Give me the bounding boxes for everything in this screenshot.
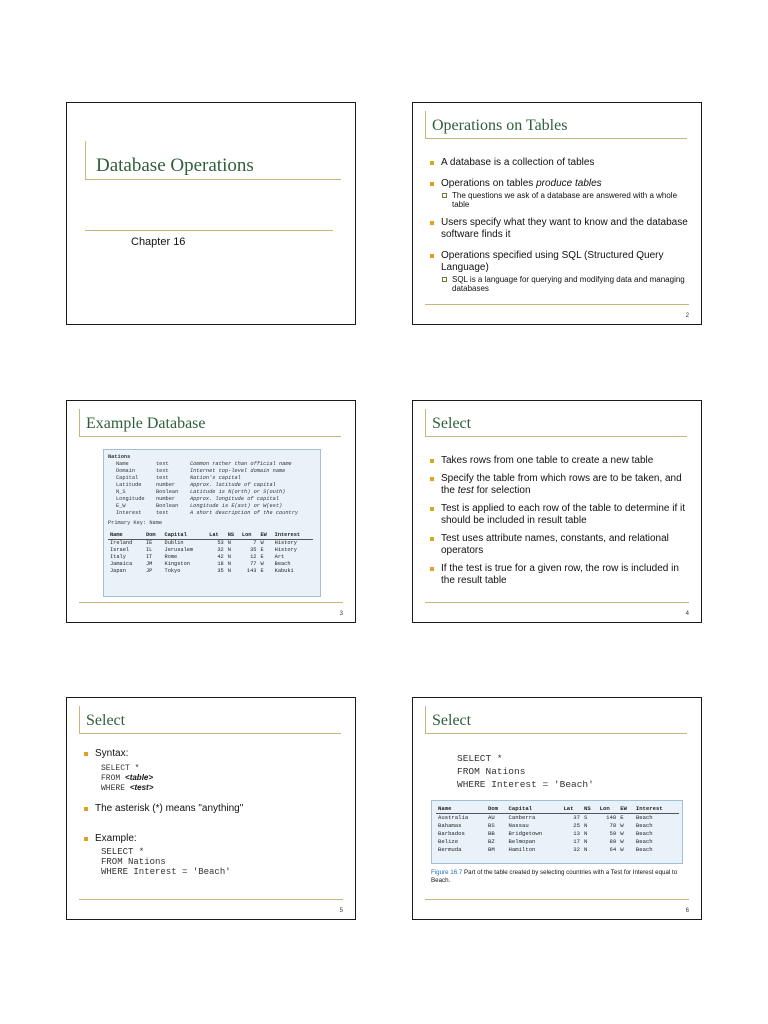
footer-line [79,899,343,900]
bullet-list [429,455,693,587]
table-header-row: Name Dom Capital Lat NS Lon EW Interest [108,532,313,540]
example-database-figure [103,449,321,597]
footer-line [79,602,343,603]
schema-row: Interest text A short description of the country [116,510,299,516]
result-table-figure [431,800,683,864]
bullet-item: Specify the table from which rows are to be taken, and the test for selection [429,473,693,497]
bullet-item: The asterisk (*) means "anything" [83,803,347,815]
table-row: Australia AU Canberra 37 S 148 E Beach [438,814,653,821]
query-code: SELECT * FROM Nations WHERE Interest = 'Beach' [457,753,594,790]
footer-line [425,602,689,603]
schema-name: Nations [108,454,131,460]
schema-row: Capital text Nation's capital [116,475,241,481]
bullet-item: Syntax: SELECT * FROM <table> WHERE <test> [83,748,347,793]
table-row: Bermuda BM Hamilton 32 N 64 W Beach [438,846,653,853]
sub-bullet-item: SQL is a language for querying and modifying data and managing databases [441,275,693,293]
page-number: 4 [685,611,689,617]
schema-row: Longitude number Approx. longitude of capital [116,496,280,502]
bullet-item: Test uses attribute names, constants, and relational operators [429,533,693,557]
example-code: SELECT * FROM Nations WHERE Interest = 'Beach' [101,847,231,877]
primary-key: Primary Key: Name [108,520,163,526]
slide-title: Select [432,712,472,729]
sub-bullet-item: The questions we ask of a database are answered with a whole table [441,191,693,209]
schema-row: Domain text Internet top-level domain name [116,468,286,474]
table-header-row: Name Dom Capital Lat NS Lon EW Interest [436,805,679,814]
result-table [436,805,679,854]
syntax-code: SELECT * FROM <table> WHERE <test> [101,764,154,793]
divider [85,230,333,231]
bullet-item: Operations on tables produce tables The questions we ask of a database are answered with a whole table [429,178,693,209]
cover-title-frame [85,141,341,180]
slide-4 [412,400,702,623]
page-number: 3 [339,611,343,617]
schema-row: Name text Common rather than official name [116,461,292,467]
table-row: Ireland IE Dublin 53 N 7 W History [110,540,297,546]
schema-row: N_S Boolean Latitude is N(orth) or S(outh) [116,489,286,495]
slide-title: Example Database [86,415,206,432]
slide-title: Select [86,712,126,729]
bullet-item: Test is applied to each row of the table to determine if it should be included in result table [429,503,693,527]
page-number: 6 [685,908,689,914]
slide-6 [412,697,702,920]
table-row: Italy IT Rome 42 N 12 E Art [110,554,285,560]
title-bar [79,706,341,734]
footer-line [425,304,689,305]
title-bar [425,111,687,139]
schema-row: E_W Boolean Longitude is E(ast) or W(est) [116,503,283,509]
title-bar [425,409,687,437]
title-bar [79,409,341,437]
slide-2 [412,102,702,325]
bullet-list [83,748,347,877]
title-bar [425,706,687,734]
nations-table [108,532,313,575]
page-number: 2 [685,313,689,319]
slide-1 [66,102,356,325]
bullet-item: A database is a collection of tables [429,157,693,169]
bullet-item: Operations specified using SQL (Structured Query Language) SQL is a language for querying and modifying data and managing databases [429,250,693,293]
figure-caption: Figure 16.7 Part of the table created by selecting countries with a Test for Interest equal to Beach. [431,869,678,884]
page-number: 5 [339,908,343,914]
slide-subtitle: Chapter 16 [131,236,186,248]
slide-title: Select [432,415,472,432]
bullet-item: Users specify what they want to know and the database software finds it [429,217,693,241]
slide-title: Database Operations [96,155,254,176]
table-row: Barbados BB Bridgetown 13 N 59 W Beach [438,830,653,837]
table-row: Belize BZ Belmopan 17 N 89 W Beach [438,838,653,845]
table-row: Japan JP Tokyo 35 N 143 E Kabuki [110,568,294,574]
bullet-list [429,157,693,293]
bullet-item: Takes rows from one table to create a new table [429,455,693,467]
table-row: Bahamas BS Nassau 25 N 78 W Beach [438,822,653,829]
table-row: Jamaica JM Kingston 18 N 77 W Beach [110,561,291,567]
schema-row: Latitude number Approx. latitude of capital [116,482,276,488]
footer-line [425,899,689,900]
table-row: Israel IL Jerusalem 32 N 35 E History [110,547,297,553]
bullet-item: If the test is true for a given row, the row is included in the result table [429,563,693,587]
slide-3 [66,400,356,623]
slide-5 [66,697,356,920]
slide-title: Operations on Tables [432,117,568,134]
schema-table [108,461,316,517]
bullet-item: Example: SELECT * FROM Nations WHERE Interest = 'Beach' [83,833,347,877]
